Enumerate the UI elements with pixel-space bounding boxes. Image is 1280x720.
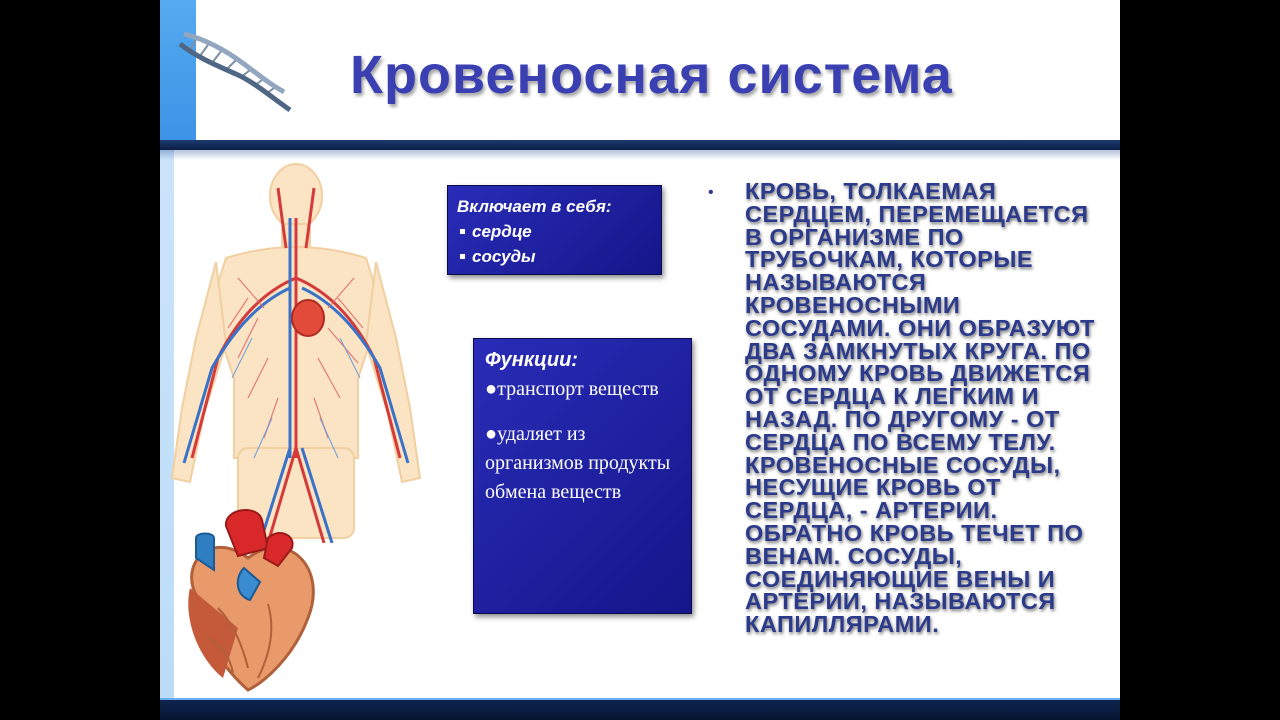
heart-illustration xyxy=(178,508,328,693)
includes-item-label: сосуды xyxy=(472,247,536,266)
page-title: Кровеносная система xyxy=(350,45,953,105)
circulatory-body-illustration xyxy=(168,158,428,543)
slide xyxy=(160,0,1120,720)
includes-item-label: сердце xyxy=(472,222,532,241)
includes-item xyxy=(457,219,661,244)
header-band xyxy=(160,140,1120,150)
dna-icon xyxy=(178,30,293,115)
footer-band xyxy=(160,700,1120,720)
includes-item xyxy=(457,244,661,269)
functions-item: ●транспорт веществ xyxy=(485,378,659,400)
includes-heading: Включает в себя: xyxy=(457,197,612,216)
functions-heading: Функции: xyxy=(485,349,578,371)
functions-item: ●удаляет из организмов продукты обмена веществ xyxy=(485,423,671,503)
functions-box xyxy=(473,338,692,614)
main-paragraph: КРОВЬ, ТОЛКАЕМАЯ СЕРДЦЕМ, ПЕРЕМЕЩАЕТСЯ В ОРГАНИЗМЕ ПО ТРУБОЧКАМ, КОТОРЫЕ НАЗЫВАЮТСЯ КРОВЕНОСНЫМИ СОСУДАМИ. ОНИ ОБРАЗУЮТ ДВА ЗАМКНУТЫХ КРУГА. ПО ОДНОМУ КРОВЬ ДВИЖЕТСЯ ОТ СЕРДЦА К ЛЕГКИМ И НАЗАД. ПО ДРУГОМУ - ОТ СЕРДЦА ПО ВСЕМУ ТЕЛУ. КРОВЕНОСНЫЕ СОСУДЫ, НЕСУЩИЕ КРОВЬ ОТ СЕРДЦА, - АРТЕРИИ. ОБРАТНО КРОВЬ ТЕЧЕТ ПО ВЕНАМ. СОСУДЫ, СОЕДИНЯЮЩИЕ ВЕНЫ И АРТЕРИИ, НАЗЫВАЮТСЯ КАПИЛЛЯРАМИ. xyxy=(745,178,1095,638)
bullet-icon: • xyxy=(708,184,714,201)
square-bullet-icon xyxy=(460,229,465,234)
square-bullet-icon xyxy=(460,254,465,259)
includes-box xyxy=(447,185,662,275)
